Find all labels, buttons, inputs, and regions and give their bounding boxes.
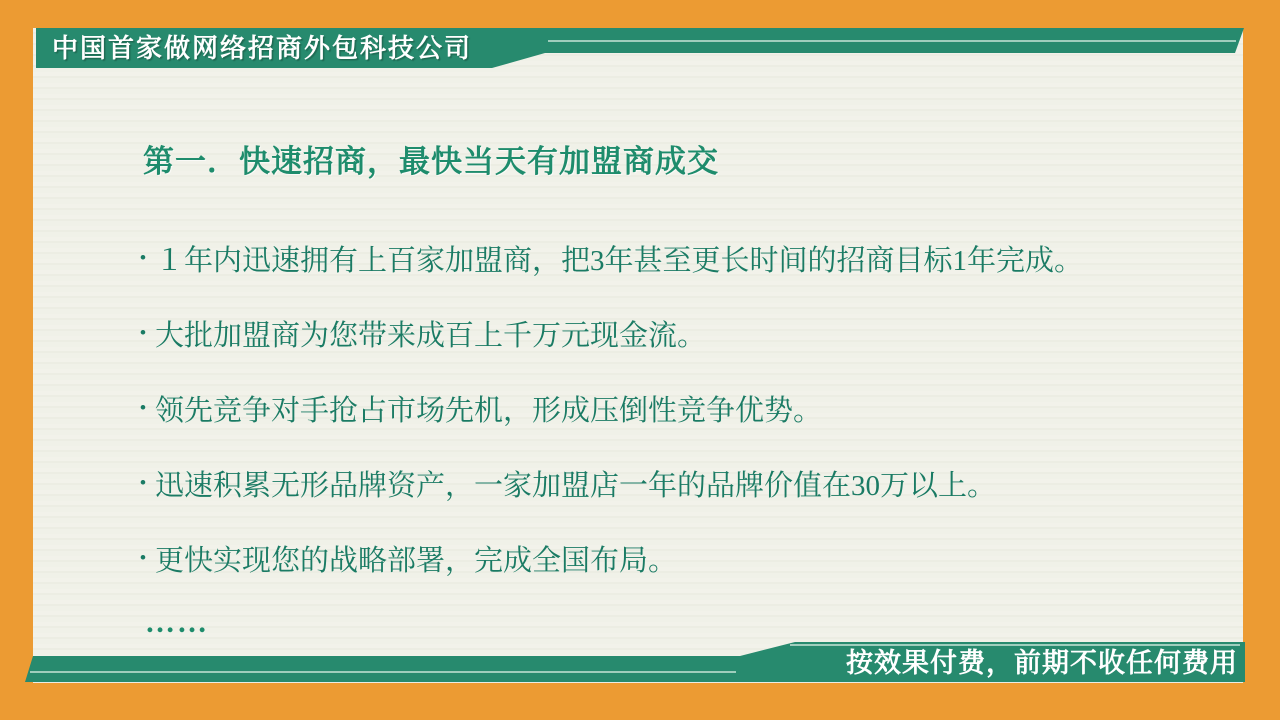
bullet-text: 领先竞争对手抢占市场先机，形成压倒性竞争优势。: [155, 394, 823, 427]
list-item: [140, 463, 1220, 503]
bullet-dot-icon: •: [140, 323, 146, 342]
footer-slogan: 按效果付费，前期不收任何费用: [846, 648, 1238, 678]
bullet-dot-icon: •: [140, 248, 146, 267]
company-tagline: 中国首家做网络招商外包科技公司: [52, 33, 473, 63]
bullet-text: 迅速积累无形品牌资产，一家加盟店一年的品牌价值在30万以上。: [155, 469, 997, 502]
list-item: [140, 313, 1220, 353]
bullet-list: [140, 238, 1220, 613]
list-item: [140, 388, 1220, 428]
list-item: [140, 538, 1220, 578]
bullet-dot-icon: •: [140, 473, 146, 492]
ellipsis-text: ……: [145, 606, 209, 639]
header-accent-line: [548, 40, 1236, 42]
footer-accent-line-left: [30, 671, 736, 673]
page-title: 第一．快速招商，最快当天有加盟商成交: [143, 144, 719, 179]
bullet-text: １年内迅速拥有上百家加盟商，把3年甚至更长时间的招商目标1年完成。: [155, 244, 1084, 277]
list-item: [140, 238, 1220, 278]
bullet-text: 更快实现您的战略部署，完成全国布局。: [155, 544, 678, 577]
bullet-text: 大批加盟商为您带来成百上千万元现金流。: [155, 319, 707, 352]
bullet-dot-icon: •: [140, 398, 146, 417]
bullet-dot-icon: •: [140, 548, 146, 567]
